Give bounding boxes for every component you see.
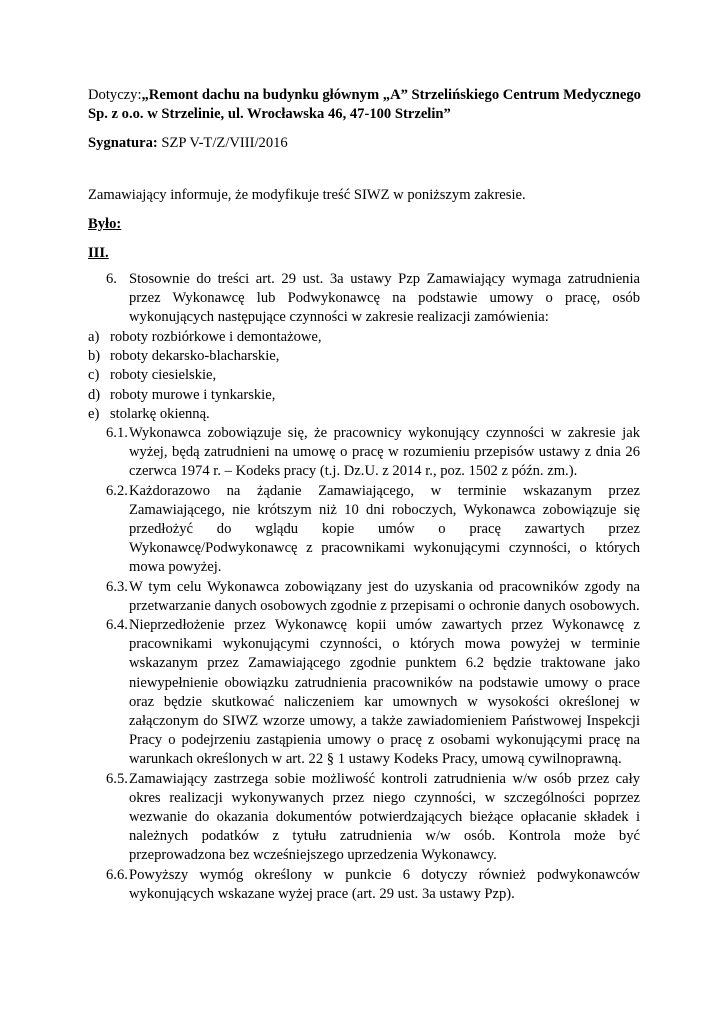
bylo-heading: Było: (88, 216, 122, 232)
subitem (106, 578, 640, 616)
subitem-text: W tym celu Wykonawca zobowiązany jest do uzyskania od pracowników zgody na przetwarzanie danych osobowych zgodnie z przepisami o ochronie danych osobowych. (129, 578, 640, 614)
section-heading: III. (88, 245, 109, 261)
list-item (88, 405, 648, 424)
list-text: roboty ciesielskie, (110, 367, 217, 384)
list-item (88, 347, 648, 366)
list-text: roboty rozbiórkowe i demontażowe, (110, 329, 322, 345)
subitem-number: 6.3. (106, 578, 128, 595)
letter-list (88, 328, 648, 424)
item-6 (106, 270, 640, 328)
list-text: stolarkę okienną. (110, 405, 210, 422)
info-paragraph: Zamawiający informuje, że modyfikuje treść SIWZ w poniższym zakresie. (88, 187, 526, 203)
list-letter: e) (88, 405, 100, 422)
list-letter: b) (88, 348, 101, 365)
list-text: roboty dekarsko-blacharskie, (110, 348, 280, 365)
subitem-number: 6.6. (106, 866, 128, 883)
subitem (106, 482, 640, 578)
list-item (88, 366, 648, 385)
subitem (106, 616, 640, 770)
subitem-text: Każdorazowo na żądanie Zamawiającego, w terminie wskazanym przez Zamawiającego, nie krótszym niż 10 dni roboczych, Wykonawca zobowiązuje się przedłożyć do wglądu kopie umów o pracę zawartych przez Wykonawcę/Podwykonawcę z pracownikami wykonującymi czynności, o których mowa powyżej. (129, 482, 640, 576)
subitem-text: Zamawiający zastrzega sobie możliwość kontroli zatrudnienia w/w osób przez cały okres realizacji wykonywanych przez niego czynności, w szczególności poprzez wezwanie do okazania dokumentów potwierdzających bieżące opłacanie składek i należnych podatków z tytułu zatrudnienia w/w osób. Kontrola może być przeprowadzona bez wcześniejszego uprzedzenia Wykonawcy. (129, 770, 640, 864)
signature-value: SZP V-T/Z/VIII/2016 (157, 135, 288, 151)
subitem-number: 6.1. (106, 425, 128, 441)
list-item (88, 386, 648, 405)
subitem-text: Nieprzedłożenie przez Wykonawcę kopii umów zawartych przez Wykonawcę z pracownikami wykonującymi czynności, o których mowa powyżej w terminie wskazanym przez Zamawiającego zgodnie punktem 6.2 będzie traktowane jako niewypełnienie obowiązku zatrudnienia pracowników na podstawie umowy o prace oraz będzie skutkować naliczeniem kar umownych w wysokości określonej w załączonym do SIWZ wzorze umowy, a także zawiadomieniem Państwowej Inspekcji Pracy o podejrzeniu zastąpienia umowy o pracę z osobami wykonującymi pracę na warunkach określonych w art. 22 § 1 ustawy Kodeks Pracy, umową cywilnoprawną. (129, 617, 640, 768)
signature-label: Sygnatura: (88, 135, 158, 151)
subitem-number: 6.5. (106, 770, 128, 787)
subitem-text: Wykonawca zobowiązuje się, że pracownicy wykonujący czynności w zakresie jak wyżej, będą zatrudnieni na umowę o pracę w rozumieniu przepisów ustawy z dnia 26 czerwca 1974 r. – Kodeks pracy (t.j. Dz.U. z 2014 r., poz. 1502 z późn. zm.). (129, 425, 640, 480)
subject-label: Dotyczy: (88, 87, 142, 103)
subitem-number: 6.2. (106, 482, 128, 499)
list-text: roboty murowe i tynkarskie, (110, 386, 276, 403)
list-letter: d) (88, 386, 101, 403)
subitem (106, 866, 640, 904)
subitem (106, 770, 640, 866)
list-letter: a) (88, 329, 100, 345)
item-6-text: Stosownie do treści art. 29 ust. 3a ustawy Pzp Zamawiający wymaga zatrudnienia przez Wykonawcę lub Podwykonawcę na podstawie umowy o pracę, osób wykonujących następujące czynności w zakresie realizacji zamówienia: (129, 271, 640, 326)
subitem-number: 6.4. (106, 617, 128, 634)
list-letter: c) (88, 367, 100, 384)
signature-line (88, 134, 288, 153)
subject-text: „Remont dachu na budynku głównym „A” Strzelińskiego Centrum Medycznego Sp. z o.o. w Strzelinie, ul. Wrocławska 46, 47-100 Strzelin” (88, 87, 641, 123)
subitem (106, 424, 640, 482)
subitem-text: Powyższy wymóg określony w punkcie 6 dotyczy również podwykonawców wykonujących wskazane wyżej prace (art. 29 ust. 3a ustawy Pzp). (129, 866, 640, 902)
item-6-number: 6. (106, 271, 117, 287)
list-item (88, 328, 648, 347)
subject-line (88, 86, 648, 124)
subitem-list (106, 424, 640, 904)
